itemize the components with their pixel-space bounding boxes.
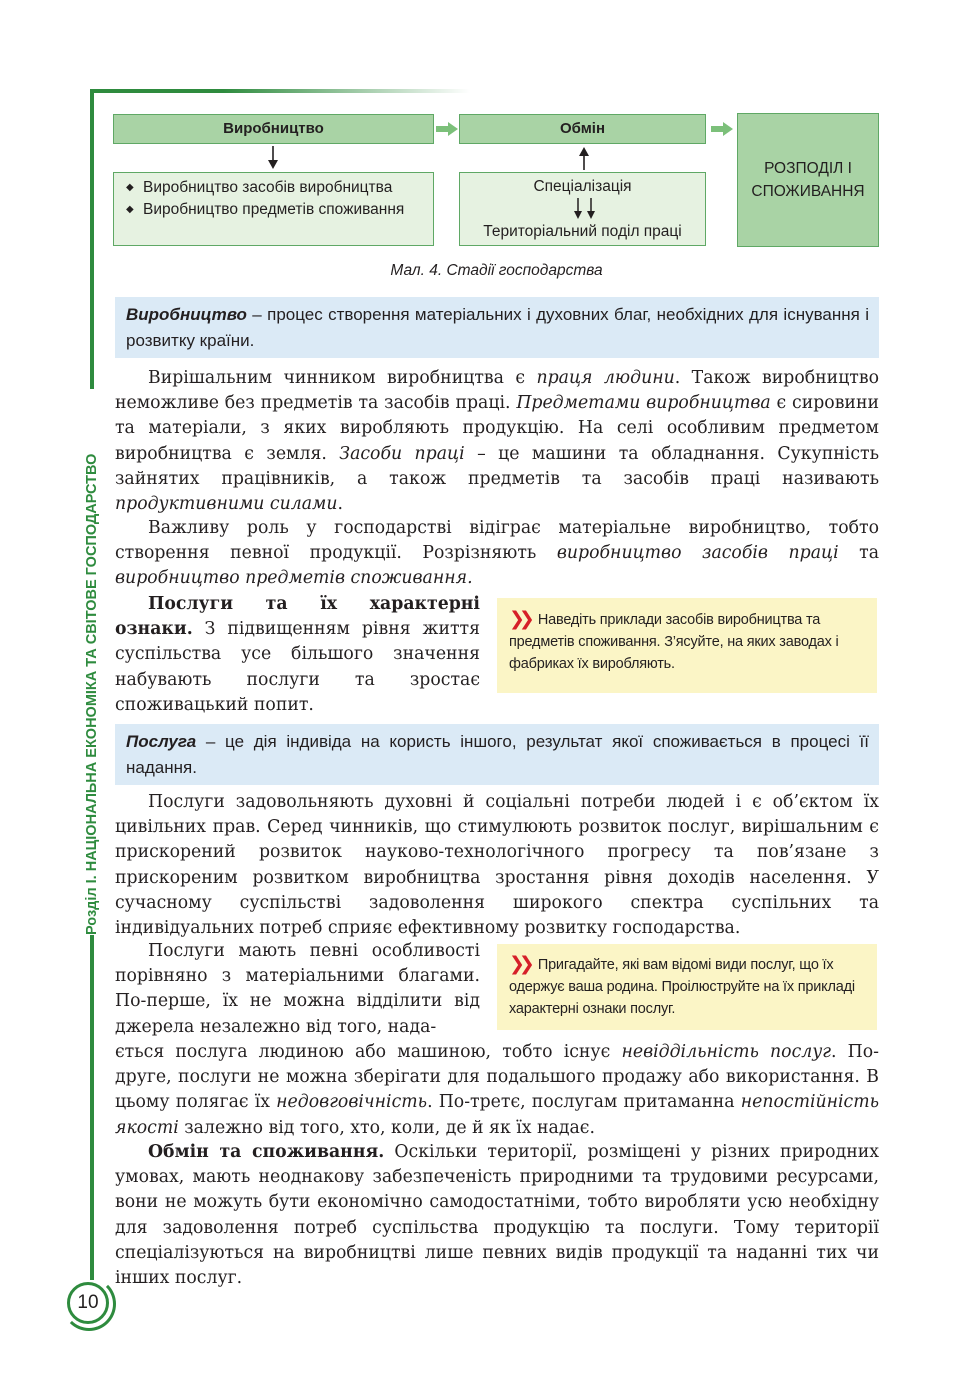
subheading: Обмін та споживання.: [148, 1142, 385, 1162]
territorial-division-label: Територіальний поділ праці: [483, 223, 682, 240]
task-box: [497, 944, 877, 1030]
specialization-label: Спеціалізація: [533, 178, 632, 195]
task-box: [497, 598, 877, 693]
arrow-down-icon: [266, 146, 280, 170]
paragraph: Послуги мають певні особливості порівняно з матеріальними благами. По-перше, їх не можна відділити від джерела незалежно від того, нада-: [115, 941, 480, 1037]
definition-term: Виробництво: [126, 305, 247, 324]
exchange-header: Обмін: [459, 114, 706, 144]
definition-service: [115, 724, 879, 785]
paragraph: ється послуга людиною або машиною, тобто існує невіддільність послуг. По-друге, послуги не можна зберігати для подальшого продажу або використання. В цьому полягає їх недовговічність. По-третє, послугам притаманна непостійність якості залежно від того, хто, коли, де й як їх надає.: [115, 1042, 879, 1138]
distribution-box: РОЗПОДІЛ І СПОЖИВАННЯ: [737, 113, 879, 247]
paragraph: Послуги та їх характерні ознаки. З підвищенням рівня життя суспільства усе більшого значення набувають послуги та зростає споживацький попит.: [115, 594, 480, 715]
top-rule: [90, 89, 470, 93]
page-number: 10: [67, 1282, 109, 1324]
production-header: Виробництво: [113, 114, 434, 144]
definition-term: Послуга: [126, 732, 197, 751]
definition-text: – це дія індивіда на користь іншого, результат якої споживається в процесі її надання.: [126, 732, 869, 777]
task-text: Наведіть приклади засобів виробництва та предметів споживання. З’ясуйте, на яких заводах і фабриках їх виробляють.: [509, 612, 839, 672]
production-items-box: [113, 172, 434, 246]
figure-caption: Мал. 4. Стадії господарства: [390, 262, 603, 279]
arrow-up-icon: [577, 146, 591, 170]
subheading: Послуги та їх характерні ознаки.: [115, 594, 480, 640]
task-chevron-icon: ❯❯: [509, 953, 529, 975]
paragraph: Важливу роль у господарстві відіграє матеріальне виробництво, тобто створення певної продукції. Розрізняють виробництво засобів праці та виробництво предметів споживання.: [115, 518, 879, 589]
paragraph: Послуги задовольняють духовні й соціальні потреби людей і є об’єктом їх цивільних прав. Серед чинників, що стимулюють розвиток послуг, вирішальним є прискорений розвиток науково-технологічного прогресу та пов’язане з прискореним розвитком виробництва зростання рівня доходів населення. У сучасному суспільстві задоволення широкого спектра суспільних та індивідуальних потреб сприяє ефективному розвитку господарства.: [115, 792, 879, 939]
task-text: Пригадайте, які вам відомі види послуг, що їх одержує ваша родина. Проілюструйте на їх прикладі характерні ознаки послуг.: [509, 957, 855, 1017]
production-item: ◆ Виробництво предметів споживання: [126, 199, 433, 221]
arrow-right-icon: [711, 122, 733, 136]
paragraph: Вирішальним чинником виробництва є праця людини. Також виробництво неможливе без предметів та засобів праці. Предметами виробництва є сировини та матеріали, з яких виробляють продукцію. На селі особливим предметом виробництва є земля. Засоби праці – це машини та обладнання. Сукупність зайнятих працівників, а також предметів та засобів праці називають продуктивними силами.: [115, 368, 879, 515]
definition-text: – процес створення матеріальних і духовних благ, необхідних для існування і розвитку країни.: [126, 305, 869, 350]
arrow-right-icon: [436, 122, 458, 136]
section-title: Розділ I. НАЦІОНАЛЬНА ЕКОНОМІКА ТА СВІТОВЕ ГОСПОДАРСТВО: [84, 453, 100, 935]
exchange-details-box: [459, 172, 706, 246]
side-rule-top: [90, 89, 94, 389]
paragraph: Обмін та споживання. Оскільки території, розміщені у різних природних умовах, мають неоднакову забезпеченість природними та трудовими ресурсами, вони не можуть бути економічно самодостатніми, тобто виробляти усю необхідну для задоволення потреб суспільства продукцію та послуги. Тому території спеціалізуються на виробництві лише певних видів продукції та наданні тих чи інших послуг.: [115, 1142, 879, 1289]
double-arrow-down-icon: [572, 198, 598, 220]
task-chevron-icon: ❯❯: [509, 608, 529, 630]
production-item: ◆ Виробництво засобів виробництва: [126, 177, 433, 199]
side-rule-bottom: [90, 935, 94, 1280]
definition-production: [115, 297, 879, 358]
